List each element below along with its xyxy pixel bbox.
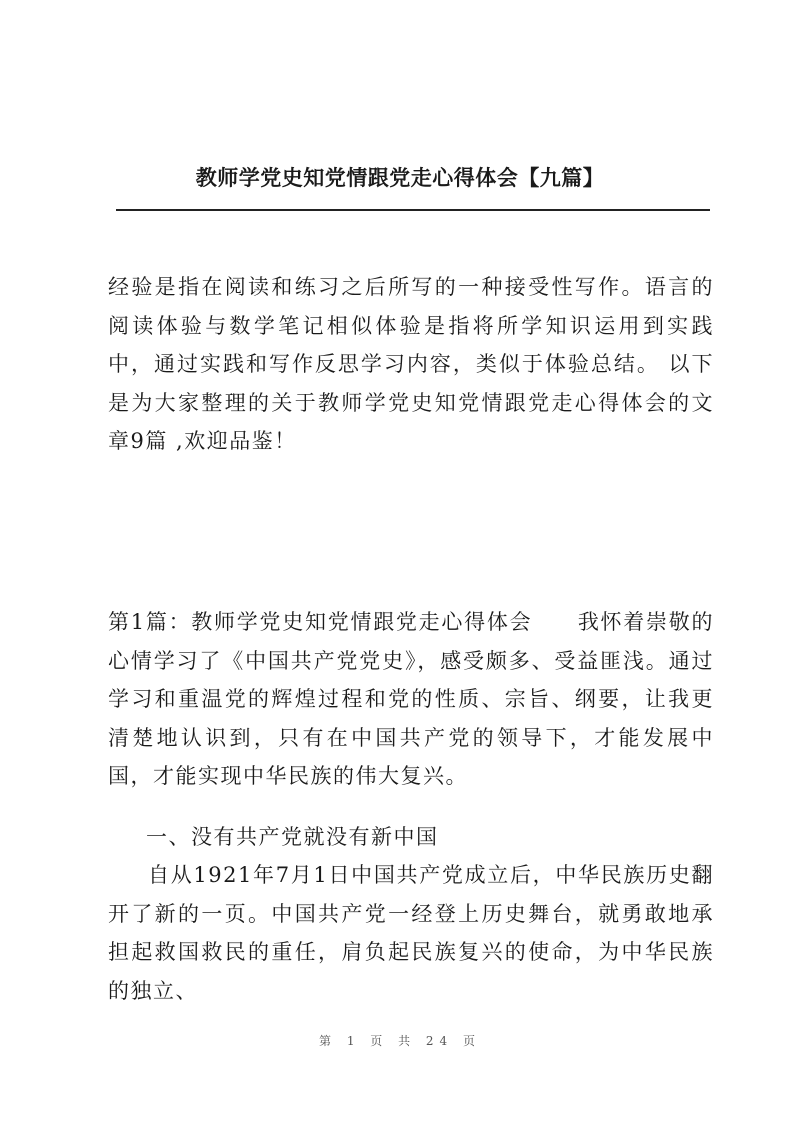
page-number-footer: 第 1 页 共 24 页 bbox=[319, 1034, 481, 1048]
section-1-heading: 一、没有共产党就没有新中国 bbox=[146, 825, 439, 849]
title-divider bbox=[116, 209, 710, 211]
intro-paragraph: 经验是指在阅读和练习之后所写的一种接受性写作。语言的阅读体验与数学笔记相似体验是指将所学知识运用到实践中，通过实践和写作反思学习内容，类似于体验总结。 以下是为大家整理的关于教师学党史知党情跟党走心得体会的文章9篇 ,欢迎品鉴！ bbox=[108, 275, 714, 453]
document-title: 教师学党史知党情跟党走心得体会【九篇】 bbox=[195, 166, 605, 190]
section-1-paragraph: 自从1921年7月1日中国共产党成立后，中华民族历史翻开了新的一页。中国共产党一经登上历史舞台，就勇敢地承担起救国救民的重任，肩负起民族复兴的使命，为中华民族的独立、 bbox=[108, 863, 714, 1003]
article-1-opening-paragraph: 第1篇：教师学党史知党情跟党走心得体会 我怀着崇敬的心情学习了《中国共产党党史》，感受颇多、受益匪浅。通过学习和重温党的辉煌过程和党的性质、宗旨、纲要，让我更清楚地认识到，只有在中国共产党的领导下，才能发展中国，才能实现中华民族的伟大复兴。 bbox=[108, 610, 714, 788]
